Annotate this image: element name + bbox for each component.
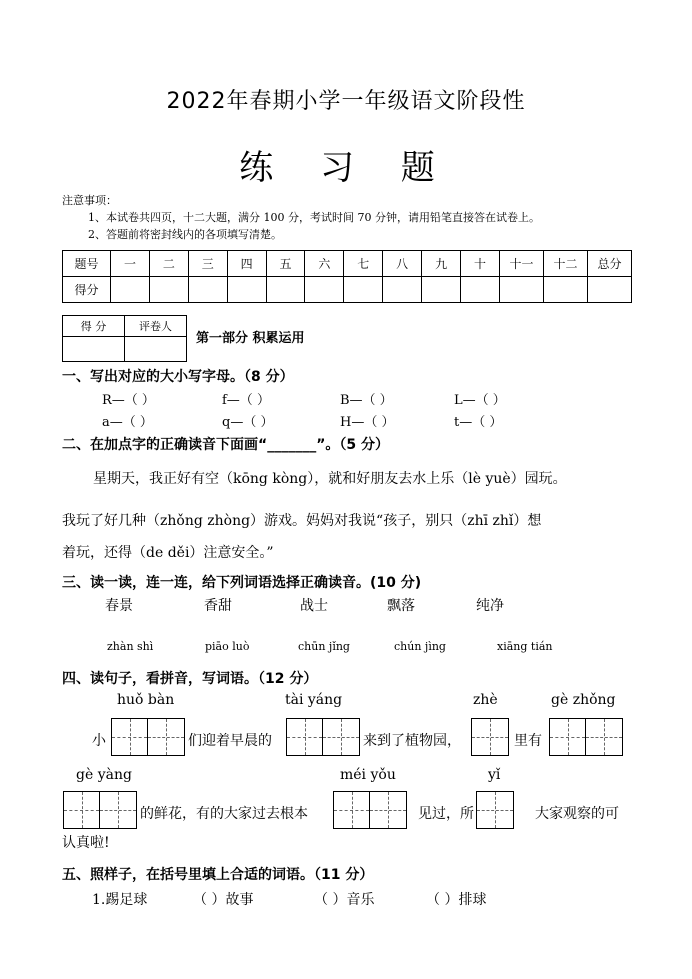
- q4-pinyin: zhè: [473, 692, 498, 708]
- q2-line-1: 星期天，我正好有空（kōng kòng），就和好朋友去水上乐（lè yuè）园玩。: [93, 471, 567, 487]
- q4-text: 们迎着早晨的: [188, 733, 272, 749]
- q1-title: 一、写出对应的大小写字母。（8 分）: [62, 369, 294, 385]
- answer-grid-taiyang[interactable]: [286, 718, 360, 756]
- score-col: 九: [422, 251, 461, 277]
- q2-title: 二、在加点字的正确读音下面画“_______”。（5 分）: [62, 437, 390, 453]
- grader-name-label: 评卷人: [125, 316, 187, 337]
- q1-r2-item: H—（ ）: [340, 415, 395, 430]
- q4-pinyin: yǐ: [488, 767, 501, 783]
- q4-text: 来到了植物园，: [363, 733, 461, 749]
- score-col: 八: [383, 251, 422, 277]
- q5-title: 五、照样子，在括号里填上合适的词语。（11 分）: [62, 867, 374, 883]
- score-col: 十二: [544, 251, 588, 277]
- q3-pinyin: zhàn shì: [107, 640, 154, 653]
- q3-word: 纯净: [476, 598, 504, 614]
- score-cell[interactable]: [111, 277, 150, 303]
- answer-grid-zhe[interactable]: [471, 718, 509, 756]
- score-row-label: 得分: [63, 277, 111, 303]
- q3-pinyin: chūn jǐng: [298, 640, 350, 653]
- score-table-score-row: [63, 277, 632, 303]
- q4-pinyin: méi yǒu: [340, 767, 396, 783]
- q5-item: （ ）音乐: [314, 892, 375, 908]
- exam-title: 2022年春期小学一年级语文阶段性: [166, 89, 526, 114]
- q1-r1-item: R—（ ）: [102, 393, 155, 408]
- q3-pinyin: xiāng tián: [497, 640, 553, 653]
- q4-text: 大家观察的可: [535, 806, 619, 822]
- q1-r2-item: q—（ ）: [222, 415, 274, 430]
- q3-title: 三、读一读，连一连，给下列词语选择正确读音。(10 分): [62, 575, 422, 591]
- grader-name-cell[interactable]: [125, 337, 187, 362]
- exam-subtitle: 练 习 题: [239, 148, 453, 188]
- score-col: 六: [305, 251, 344, 277]
- score-cell[interactable]: [544, 277, 588, 303]
- q2-line-2: 我玩了好几种（zhǒng zhòng）游戏。妈妈对我说“孩子，别只（zhī zhǐ）想: [62, 513, 542, 529]
- score-cell[interactable]: [188, 277, 227, 303]
- answer-grid-geyang[interactable]: [63, 791, 137, 829]
- notes-heading: 注意事项：: [62, 194, 117, 207]
- score-header-label: 题号: [63, 251, 111, 277]
- q3-pinyin: chún jìng: [394, 640, 446, 653]
- score-col: 十: [461, 251, 500, 277]
- score-col: 十一: [500, 251, 544, 277]
- score-cell[interactable]: [383, 277, 422, 303]
- q4-pinyin: huǒ bàn: [117, 692, 175, 708]
- grader-score-label: 得 分: [63, 316, 125, 337]
- q4-pinyin: gè yàng: [76, 767, 132, 783]
- q5-item: （ ）排球: [426, 892, 487, 908]
- q4-text: 里有: [514, 733, 542, 749]
- q1-r2-item: t—（ ）: [454, 415, 503, 430]
- q5-item: （ ）故事: [193, 892, 254, 908]
- score-col: 四: [227, 251, 266, 277]
- answer-grid-gezhong[interactable]: [549, 718, 623, 756]
- score-col: 二: [149, 251, 188, 277]
- score-col: 一: [111, 251, 150, 277]
- q3-word: 飘落: [387, 598, 415, 614]
- note-item-1: 1、本试卷共四页，十二大题，满分 100 分，考试时间 70 分钟，请用铅笔直接答在试卷上。: [88, 211, 540, 224]
- q1-r1-item: B—（ ）: [340, 393, 393, 408]
- grader-score-cell[interactable]: [63, 337, 125, 362]
- score-table: [62, 250, 632, 303]
- q4-title: 四、读句子，看拼音，写词语。（12 分）: [62, 671, 318, 687]
- score-table-header-row: [63, 251, 632, 277]
- score-cell[interactable]: [500, 277, 544, 303]
- score-cell[interactable]: [344, 277, 383, 303]
- q4-text-3: 认真啦!: [62, 835, 110, 851]
- answer-grid-meiyou[interactable]: [333, 791, 407, 829]
- q4-text: 的鲜花，有的大家过去根本: [140, 806, 308, 822]
- score-cell[interactable]: [149, 277, 188, 303]
- score-col: 三: [188, 251, 227, 277]
- grader-table: [62, 315, 187, 362]
- q5-item: 1.踢足球: [92, 892, 148, 908]
- score-cell[interactable]: [305, 277, 344, 303]
- score-col: 五: [266, 251, 305, 277]
- score-col-total: 总分: [588, 251, 632, 277]
- q3-pinyin: piāo luò: [205, 640, 250, 653]
- q1-r2-item: a—（ ）: [102, 415, 153, 430]
- score-cell[interactable]: [227, 277, 266, 303]
- answer-grid-yi[interactable]: [476, 791, 514, 829]
- score-cell[interactable]: [266, 277, 305, 303]
- score-cell-total[interactable]: [588, 277, 632, 303]
- q4-text: 见过，所: [418, 806, 474, 822]
- part1-title: 第一部分 积累运用: [196, 331, 305, 346]
- q4-text: 小: [92, 733, 106, 749]
- answer-grid-huoban[interactable]: [111, 718, 185, 756]
- q3-word: 香甜: [204, 598, 232, 614]
- q1-r1-item: f—（ ）: [222, 393, 270, 408]
- note-item-2: 2、答题前将密封线内的各项填写清楚。: [88, 228, 282, 241]
- score-cell[interactable]: [422, 277, 461, 303]
- q4-pinyin: tài yáng: [285, 692, 343, 708]
- q3-word: 战士: [300, 598, 328, 614]
- q1-r1-item: L—（ ）: [454, 393, 506, 408]
- q4-pinyin: gè zhǒng: [551, 692, 616, 708]
- q2-line-3: 着玩，还得（de děi）注意安全。”: [62, 545, 274, 561]
- score-cell[interactable]: [461, 277, 500, 303]
- q3-word: 春景: [105, 598, 133, 614]
- score-col: 七: [344, 251, 383, 277]
